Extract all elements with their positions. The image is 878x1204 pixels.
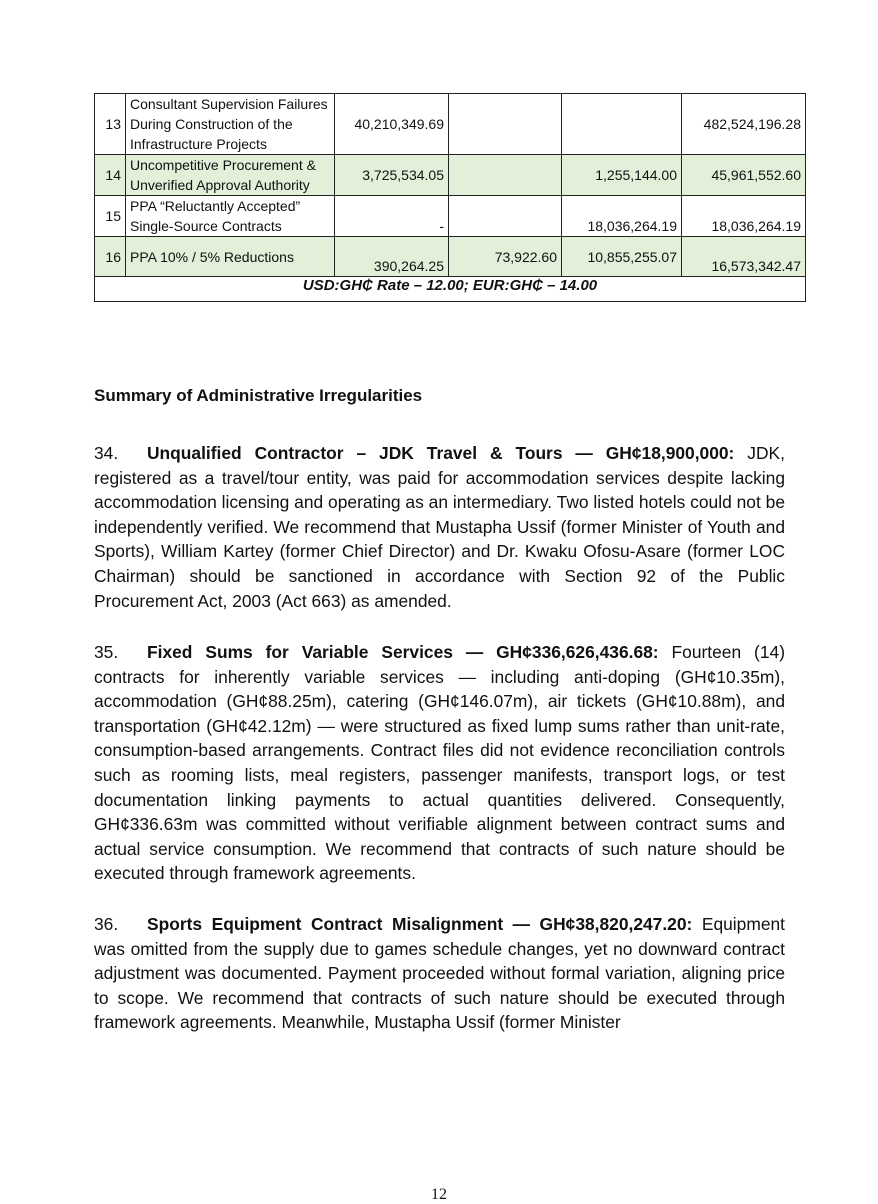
row-amount-c: 10,855,255.07 [562,237,682,277]
row-description: Uncompetitive Procurement & Unverified Approval Authority [126,155,335,196]
page-number: 12 [431,1186,447,1203]
section-heading: Summary of Administrative Irregularities [94,386,423,405]
row-amount-total: 45,961,552.60 [682,155,806,196]
paragraph-title: Sports Equipment Contract Misalignment — GH¢38,820,247.20: [147,914,693,934]
exchange-rate-row [95,277,806,302]
row-number: 16 [95,237,126,277]
paragraph-number: 34. [94,443,119,463]
row-amount-c: 18,036,264.19 [562,196,682,237]
paragraph-34 [94,441,785,613]
paragraph-body: JDK, registered as a travel/tour entity, was paid for accommodation services despite lacking accommodation licensing and operating as an intermediary. Two listed hotels could not be independently verified. We recommend that Mustapha Ussif (former Minister of Youth and Sports), William Kartey (former Chief Director) and Dr. Kwaku Ofosu-Asare (former LOC Chairman) should be sanctioned in accordance with Section 92 of the Public Procurement Act, 2003 (Act 663) as amended. [94,443,785,611]
paragraph-number: 35. [94,642,119,662]
table-row [95,196,806,237]
row-amount-c [562,94,682,155]
row-amount-a: - [335,196,449,237]
row-number: 13 [95,94,126,155]
row-amount-a: 3,725,534.05 [335,155,449,196]
paragraph-title: Fixed Sums for Variable Services — GH¢336,626,436.68: [147,642,659,662]
row-amount-b [449,196,562,237]
row-amount-b [449,94,562,155]
row-amount-a: 40,210,349.69 [335,94,449,155]
row-amount-b: 73,922.60 [449,237,562,277]
paragraph-body: Fourteen (14) contracts for inherently variable services — including anti-doping (GH¢10.35m), accommodation (GH¢88.25m), catering (GH¢146.07m), air tickets (GH¢10.88m), and transportation (GH¢42.12m) — were structured as fixed lump sums rather than unit-rate, consumption-based arrangements. Contract files did not evidence reconciliation controls such as rooming lists, meal registers, passenger manifests, transport logs, or test documentation linking payments to actual quantities delivered. Consequently, GH¢336.63m was committed without verifiable alignment between contract sums and actual service consumption. We recommend that contracts of such nature should be executed through framework agreements. [94,642,785,884]
paragraph-number: 36. [94,914,119,934]
paragraph-36 [94,912,785,1035]
paragraph-title: Unqualified Contractor – JDK Travel & Tours — GH¢18,900,000: [147,443,735,463]
paragraph-body: Equipment was omitted from the supply due to games schedule changes, yet no downward contract adjustment was documented. Payment proceeded without formal variation, aligning price to scope. We recommend that contracts of such nature should be executed through framework agreements. Meanwhile, Mustapha Ussif (former Minister [94,914,785,1033]
table-row [95,94,806,155]
row-amount-total: 482,524,196.28 [682,94,806,155]
row-description: PPA “Reluctantly Accepted” Single-Source Contracts [126,196,335,237]
row-amount-total: 18,036,264.19 [682,196,806,237]
row-amount-c: 1,255,144.00 [562,155,682,196]
row-amount-b [449,155,562,196]
irregularities-table [94,93,806,302]
row-number: 15 [95,196,126,237]
table-row [95,155,806,196]
row-amount-total: 16,573,342.47 [682,237,806,277]
row-amount-a: 390,264.25 [335,237,449,277]
row-number: 14 [95,155,126,196]
row-description: Consultant Supervision Failures During Construction of the Infrastructure Projects [126,94,335,155]
exchange-rate-note: USD:GH₵ Rate – 12.00; EUR:GH₵ – 14.00 [95,277,806,302]
paragraph-35 [94,640,785,886]
row-description: PPA 10% / 5% Reductions [126,237,335,277]
table-row [95,237,806,277]
